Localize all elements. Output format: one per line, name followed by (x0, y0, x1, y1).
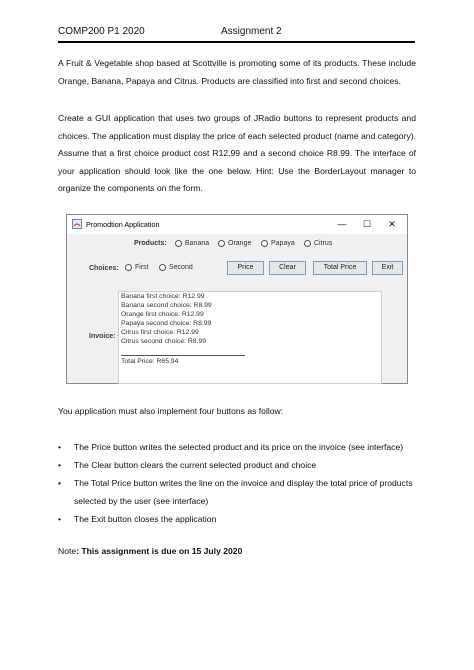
bullet-text: The Price button writes the selected product and its price on the invoice (see interface) (74, 442, 404, 452)
task-paragraph: Create a GUI application that uses two groups of JRadio buttons to represent products and choices. The application must display the price of each selected product (name and category). Assume that a first choice product cost R12.99 and a second choice R8.99. The interface of your application should look like the one below. Hint: Use the BorderLayout manager to organize the components on the form. (58, 113, 416, 193)
invoice-line: Banana first choice: R12.99 (121, 293, 205, 300)
invoice-line: Banana second choice: R8.99 (121, 302, 212, 309)
radio-citrus[interactable] (304, 240, 332, 247)
choices-label: Choices: (89, 265, 119, 272)
radio-label: Second (169, 264, 193, 271)
due-date-note (58, 546, 242, 556)
header-course: COMP200 P1 2020 (58, 26, 145, 37)
bullet-text: The Clear button clears the current selected product and choice (74, 460, 317, 470)
invoice-line: Papaya second choice: R8.99 (121, 320, 212, 327)
window-titlebar[interactable] (67, 215, 407, 234)
app-window (66, 214, 408, 384)
exit-button[interactable]: Exit (372, 261, 403, 275)
radio-orange[interactable] (218, 240, 251, 247)
radio-papaya[interactable] (261, 240, 295, 247)
radio-circle-icon (218, 240, 225, 247)
radio-circle-icon (261, 240, 268, 247)
intro-paragraph: A Fruit & Vegetable shop based at Scottville is promoting some of its products. These include Orange, Banana, Papaya and Citrus. Products are classified into first and second choices. (58, 58, 416, 86)
header-divider (58, 41, 415, 43)
radio-label: Orange (228, 240, 252, 247)
maximize-icon[interactable]: ☐ (362, 219, 372, 229)
radio-second[interactable] (159, 264, 193, 271)
note-text: : This assignment is due on 15 July 2020 (76, 546, 243, 556)
bullet-dot-icon: • (58, 514, 62, 524)
radio-label: Papaya (271, 240, 295, 247)
minimize-icon[interactable]: — (337, 219, 347, 229)
radio-first[interactable] (125, 264, 149, 271)
note-label: Note (58, 546, 77, 556)
java-app-icon (72, 219, 82, 229)
invoice-label: Invoice: (89, 333, 116, 340)
radio-banana[interactable] (175, 240, 209, 247)
bullet-dot-icon: • (58, 442, 62, 452)
invoice-textarea[interactable] (118, 291, 382, 384)
invoice-line: Citrus first choice: R12.99 (121, 329, 199, 336)
header-title: Assignment 2 (221, 26, 282, 37)
bullet-text: The Total Price button writes the line on the invoice and display the total price of products selected by the user (see interface) (74, 478, 413, 506)
radio-circle-icon (304, 240, 311, 247)
bullet-dot-icon: • (58, 460, 62, 470)
radio-label: First (135, 264, 149, 271)
window-title: Promodtion Application (86, 220, 160, 229)
close-icon[interactable]: ✕ (388, 219, 396, 229)
radio-label: Citrus (314, 240, 333, 247)
products-label: Products: (134, 240, 167, 247)
radio-circle-icon (175, 240, 182, 247)
radio-circle-icon (159, 264, 166, 271)
total-price-button[interactable]: Total Price (313, 261, 367, 275)
invoice-divider (121, 355, 245, 356)
radio-circle-icon (125, 264, 132, 271)
bullet-dot-icon: • (58, 478, 62, 488)
price-button[interactable]: Price (227, 261, 264, 275)
clear-button[interactable]: Clear (269, 261, 306, 275)
buttons-intro: You application must also implement four buttons as follow: (58, 406, 284, 416)
invoice-line: Orange first choice: R12.99 (121, 311, 204, 318)
invoice-total: Total Price: R65.94 (121, 358, 179, 365)
radio-label: Banana (185, 240, 210, 247)
bullet-text: The Exit button closes the application (74, 514, 217, 524)
invoice-line: Citrus second choice: R8.99 (121, 338, 207, 345)
